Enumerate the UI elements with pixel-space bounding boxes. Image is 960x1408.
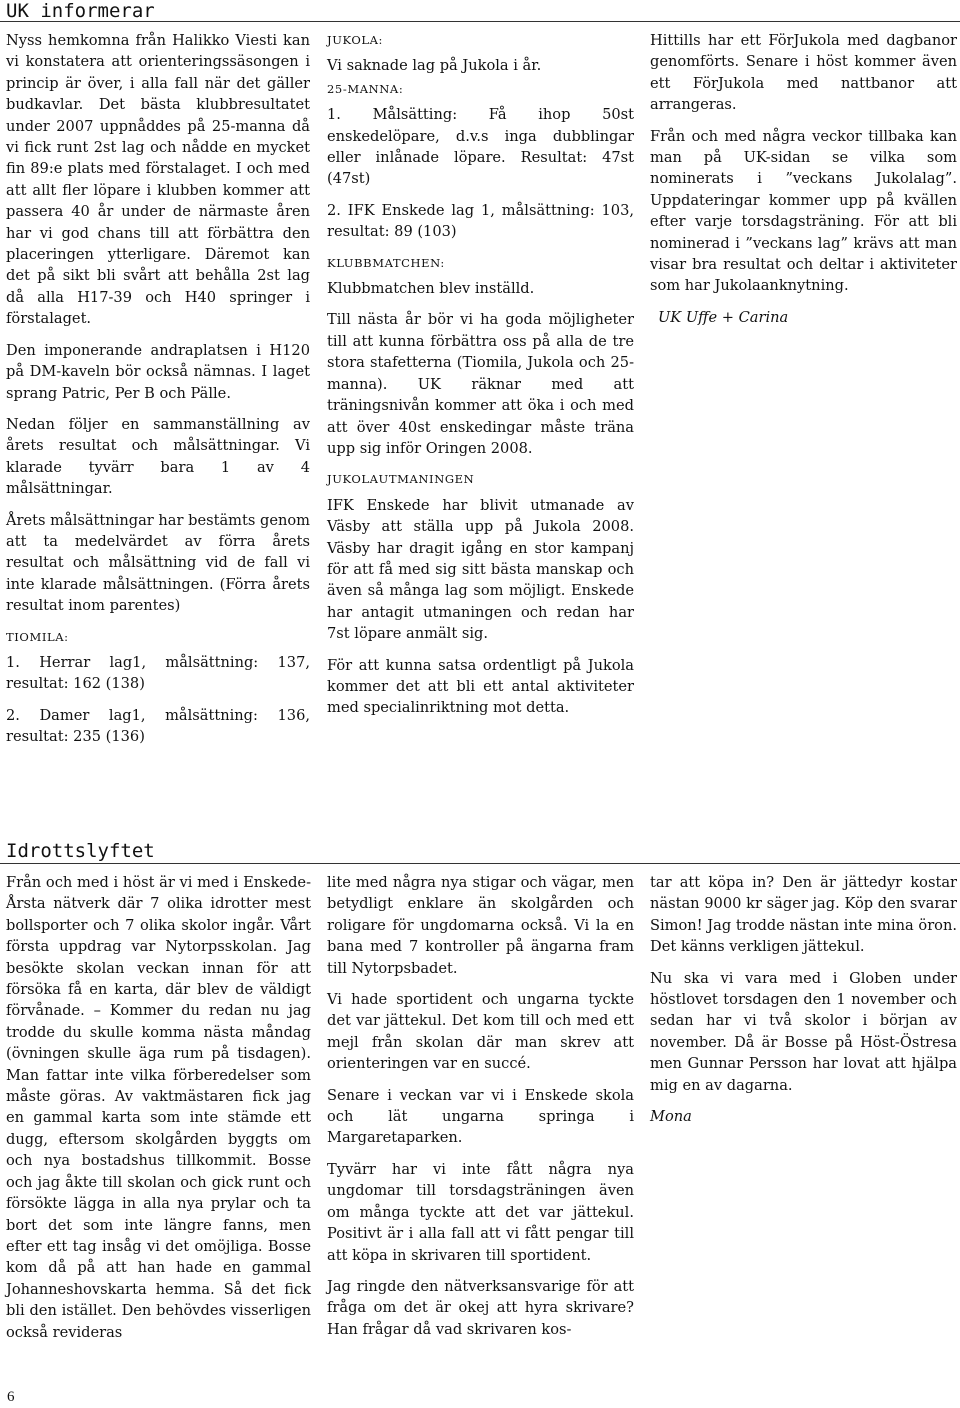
uk-signature: UK Uffe + Carina: [658, 308, 789, 326]
tiomila-item: 2. Damer lag1, målsättning: 136, resultat: 235 (136): [6, 706, 310, 746]
section-divider-idrottslyftet: [0, 863, 960, 864]
klubbmatchen-text: Klubbmatchen blev inställd.: [327, 280, 535, 298]
section-divider-uk: [0, 21, 960, 22]
uk-paragraph: Nyss hemkomna från Halikko Viesti kan vi konstatera att orienteringssäsongen i princip är över, i alla fall när det gäller budkavlar. Det bästa klubbresultatet under 2007 uppnåddes på 25-manna då vi fick runt 2st lag och nådde en mycket fin 89:e plats med förstalaget. I och med att allt fler löpare i klubben kommer att passera 40 år under de närmaste åren har vi god chans till att förbättra den placeringen ytterligare. Däremot kan det på sikt bli svårt att behålla 2st lag då alla H17-39 och H40 springer i förstalaget.: [6, 32, 310, 328]
idrott-paragraph: Från och med i höst är vi med i Enskede-Årsta nätverk där 7 olika idrotter mest bollsporter och 7 olika skolor ingår. Vårt första uppdrag var Nytorpsskolan. Jag besökte skolan veckan innan för att försöka få en karta, där blev de väldigt förvånade. – Kommer du redan nu jag trodde du skulle komma nästa måndag (övningen skulle äga rum på tisdagen). Man fattar inte vilka förberedelser som måste göras. Av vaktmästaren fick jag en gammal karta som inte stämde ett dugg, eftersom skolgården byggts om och nya bostadshus tillkommit. Bosse och jag åkte till skolan och gick runt och försökte lägga in alla nya prylar och ta bort det som inte längre fanns, men efter ett tag insåg vi det omöjliga. Bosse kom då på att han hade en gammal Johanneshovskarta hemma. Så det fick bli den istället. Den behövdes visserligen också revideras: [6, 874, 311, 1341]
manna-item: 1. Målsätting: Få ihop 50st enskedelöpare, d.v.s inga dubblingar eller inlånade löpare. Resultat: 47st (47st): [327, 106, 634, 188]
page-number: 6: [7, 1389, 15, 1405]
idrott-paragraph: Jag ringde den nätverksansvarige för att fråga om det är okej att hyra skrivare? Han frågar då vad skrivaren kos-: [327, 1277, 634, 1338]
idrott-paragraph: Vi hade sportident och ungarna tyckte det var jättekul. Det kom till och med ett mejl från skolan där man skrev att orienteringen var en succé.: [327, 991, 634, 1073]
idrott-paragraph: Nu ska vi vara med i Globen under höstlovet torsdagen den 1 november och sedan har vi två skolor i början av november. Då är Bosse på Höst-Östresa men Gunnar Persson har lovat att hjälpa mig en av dagarna.: [650, 969, 957, 1094]
tiomila-heading: TIOMILA:: [6, 629, 69, 644]
uk-paragraph: Till nästa år bör vi ha goda möjligheter till att kunna förbättra oss på alla de tre stora stafetterna (Tiomila, Jukola och 25-manna). UK räknar med att träningsnivån kommer att öka i och med att över 40st enskedingar måste träna upp sig inför Oringen 2008.: [327, 311, 634, 457]
uk-paragraph: Nedan följer en sammanställning av årets resultat och målsättningar. Vi klarade tyvärr bara 1 av 4 målsättningar.: [6, 415, 310, 498]
uk-column-1: [6, 30, 310, 758]
idrott-paragraph: Senare i veckan var vi i Enskede skola och lät ungarna springa i Margaretaparken.: [327, 1086, 634, 1147]
uk-paragraph: IFK Enskede har blivit utmanade av Väsby att ställa upp på Jukola 2008. Väsby har dragit igång en stor kampanj för att få med sig sitt bästa manskap och även så många lag som möjligt. Enskede har antagit utmaningen och redan har 7st löpare anmält sig.: [327, 496, 634, 643]
idrott-column-1: [6, 872, 311, 1353]
uk-column-3: [650, 30, 957, 338]
klubbmatchen-heading: KLUBBMATCHEN:: [327, 255, 445, 270]
manna-item: 2. IFK Enskede lag 1, målsättning: 103, resultat: 89 (103): [327, 201, 634, 241]
uk-paragraph: Den imponerande andraplatsen i H120 på DM-kaveln bör också nämnas. I laget sprang Patric, Per B och Pälle.: [6, 341, 310, 402]
idrott-signature: Mona: [650, 1108, 692, 1126]
uk-paragraph: Hittills har ett FörJukola med dagbanor genomförts. Senare i höst kommer även ett FörJukola med nattbanor att arrangeras.: [650, 32, 957, 114]
idrott-column-2: [327, 872, 634, 1350]
uk-paragraph: För att kunna satsa ordentligt på Jukola kommer det att bli ett antal aktiviteter med specialinriktning mot detta.: [327, 656, 634, 717]
idrott-paragraph: tar att köpa in? Den är jättedyr kostar nästan 9000 kr säger jag. Köp den svarar Simon! Jag trodde nästan inte mina öron. Det känns verkligen jättekul.: [650, 874, 957, 956]
uk-column-2: [327, 30, 634, 729]
section-title-idrottslyftet: Idrottslyftet: [6, 840, 155, 862]
idrott-column-3: [650, 872, 957, 1137]
jukola-text: Vi saknade lag på Jukola i år.: [327, 57, 542, 75]
section-title-uk: UK informerar: [6, 0, 155, 22]
jukolautmaningen-heading: JUKOLAUTMANINGEN: [327, 472, 475, 487]
uk-paragraph: Årets målsättningar har bestämts genom att ta medelvärdet av förra årets resultat och målsättning vid de fall vi inte klarade målsättningen. (Förra årets resultat inom parentes): [6, 511, 310, 615]
tiomila-item: 1. Herrar lag1, målsättning: 137, resultat: 162 (138): [6, 653, 310, 693]
uk-paragraph: Från och med några veckor tillbaka kan man på UK-sidan se vilka som nominerats i ”veckans Jukolalag”. Uppdateringar kommer upp på kvällen efter varje torsdagsträning. För att bli nominerad i ”veckans lag” krävs att man visar bra resultat och deltar i aktiviteter som har Jukolaanknytning.: [650, 127, 957, 295]
manna-heading: 25-MANNA:: [327, 81, 404, 96]
idrott-paragraph: Tyvärr har vi inte fått några nya ungdomar till torsdagsträningen även om många tyckte att det var jättekul. Positivt är i alla fall att vi fått pengar till att köpa in skrivaren till sportident.: [327, 1160, 634, 1264]
idrott-paragraph: lite med några nya stigar och vägar, men betydligt enklare än skolgården och roligare för ungdomarna också. Vi la en bana med 7 kontroller på ängarna fram till Nytorpsbadet.: [327, 874, 634, 977]
jukola-heading: JUKOLA:: [327, 33, 384, 47]
